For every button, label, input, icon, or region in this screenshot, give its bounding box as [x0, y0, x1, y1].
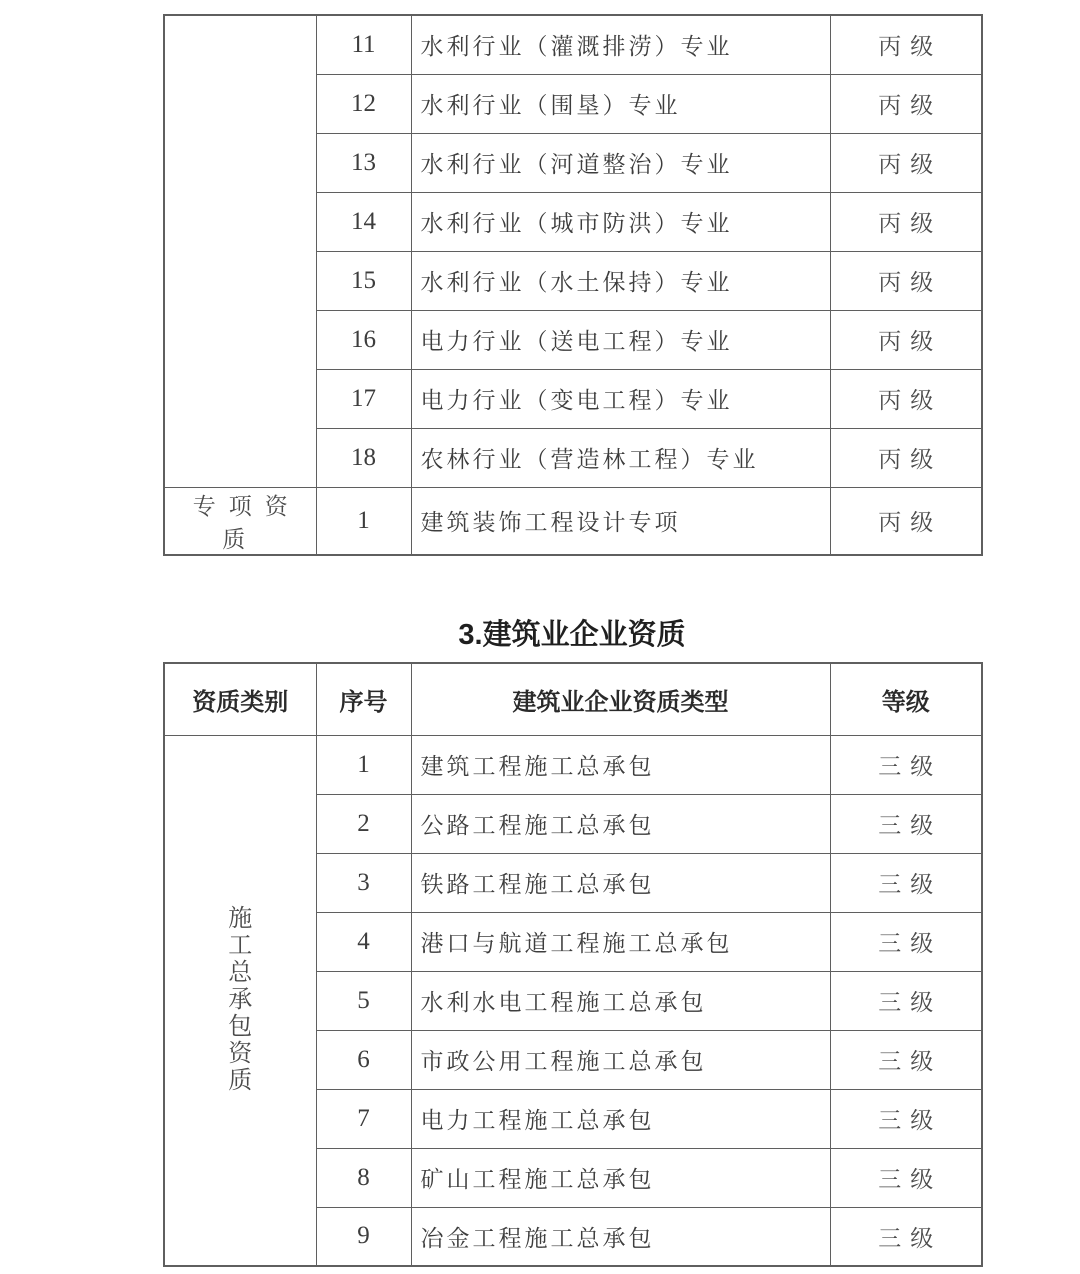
grade-value: 三级 [830, 1207, 982, 1266]
grade-value: 三级 [830, 853, 982, 912]
row-number: 1 [316, 487, 411, 555]
header-serial-number: 序号 [316, 663, 411, 735]
qualification-type: 市政公用工程施工总承包 [411, 1030, 830, 1089]
row-number: 14 [316, 192, 411, 251]
row-number: 12 [316, 74, 411, 133]
qualification-type: 水利行业（水土保持）专业 [411, 251, 830, 310]
qualification-type: 建筑装饰工程设计专项 [411, 487, 830, 555]
header-qualification-type: 建筑业企业资质类型 [411, 663, 830, 735]
grade-value: 丙级 [830, 310, 982, 369]
grade-value: 丙级 [830, 15, 982, 74]
grade-value: 丙级 [830, 133, 982, 192]
category-vertical-text: 施工总承包资质 [228, 905, 253, 1094]
qualification-type: 水利水电工程施工总承包 [411, 971, 830, 1030]
grade-value: 三级 [830, 735, 982, 794]
grade-value: 丙级 [830, 428, 982, 487]
category-cell-vertical [164, 735, 316, 1266]
qualification-type: 水利行业（围垦）专业 [411, 74, 830, 133]
row-number: 18 [316, 428, 411, 487]
grade-value: 丙级 [830, 251, 982, 310]
row-number: 7 [316, 1089, 411, 1148]
row-number: 1 [316, 735, 411, 794]
category-cell-merged-empty [164, 15, 316, 487]
qualification-type: 电力行业（变电工程）专业 [411, 369, 830, 428]
grade-value: 丙级 [830, 369, 982, 428]
header-category: 资质类别 [164, 663, 316, 735]
row-number: 17 [316, 369, 411, 428]
row-number: 8 [316, 1148, 411, 1207]
grade-value: 三级 [830, 1089, 982, 1148]
row-number: 11 [316, 15, 411, 74]
category-cell: 专项资质 [164, 487, 316, 555]
row-number: 16 [316, 310, 411, 369]
grade-value: 三级 [830, 912, 982, 971]
row-number: 4 [316, 912, 411, 971]
section-heading: 3.建筑业企业资质 [458, 619, 686, 651]
qualification-type: 电力工程施工总承包 [411, 1089, 830, 1148]
row-number: 6 [316, 1030, 411, 1089]
table-header-row [164, 663, 982, 735]
qualification-type: 港口与航道工程施工总承包 [411, 912, 830, 971]
construction-enterprise-qualification-table [163, 662, 983, 1267]
grade-value: 丙级 [830, 192, 982, 251]
qualification-type: 水利行业（灌溉排涝）专业 [411, 15, 830, 74]
row-number: 15 [316, 251, 411, 310]
qualification-type: 冶金工程施工总承包 [411, 1207, 830, 1266]
table-row [164, 735, 982, 794]
row-number: 9 [316, 1207, 411, 1266]
qualification-type: 矿山工程施工总承包 [411, 1148, 830, 1207]
qualification-type: 水利行业（城市防洪）专业 [411, 192, 830, 251]
qualification-type: 铁路工程施工总承包 [411, 853, 830, 912]
grade-value: 三级 [830, 1148, 982, 1207]
row-number: 2 [316, 794, 411, 853]
grade-value: 丙级 [830, 74, 982, 133]
row-number: 13 [316, 133, 411, 192]
grade-value: 丙级 [830, 487, 982, 555]
qualification-type: 农林行业（营造林工程）专业 [411, 428, 830, 487]
header-grade: 等级 [830, 663, 982, 735]
qualification-type: 公路工程施工总承包 [411, 794, 830, 853]
row-number: 3 [316, 853, 411, 912]
design-qualification-table-continued [163, 14, 983, 556]
grade-value: 三级 [830, 971, 982, 1030]
table-row [164, 15, 982, 74]
qualification-type: 电力行业（送电工程）专业 [411, 310, 830, 369]
row-number: 5 [316, 971, 411, 1030]
qualification-type: 建筑工程施工总承包 [411, 735, 830, 794]
qualification-type: 水利行业（河道整治）专业 [411, 133, 830, 192]
table-row [164, 487, 982, 555]
grade-value: 三级 [830, 794, 982, 853]
grade-value: 三级 [830, 1030, 982, 1089]
